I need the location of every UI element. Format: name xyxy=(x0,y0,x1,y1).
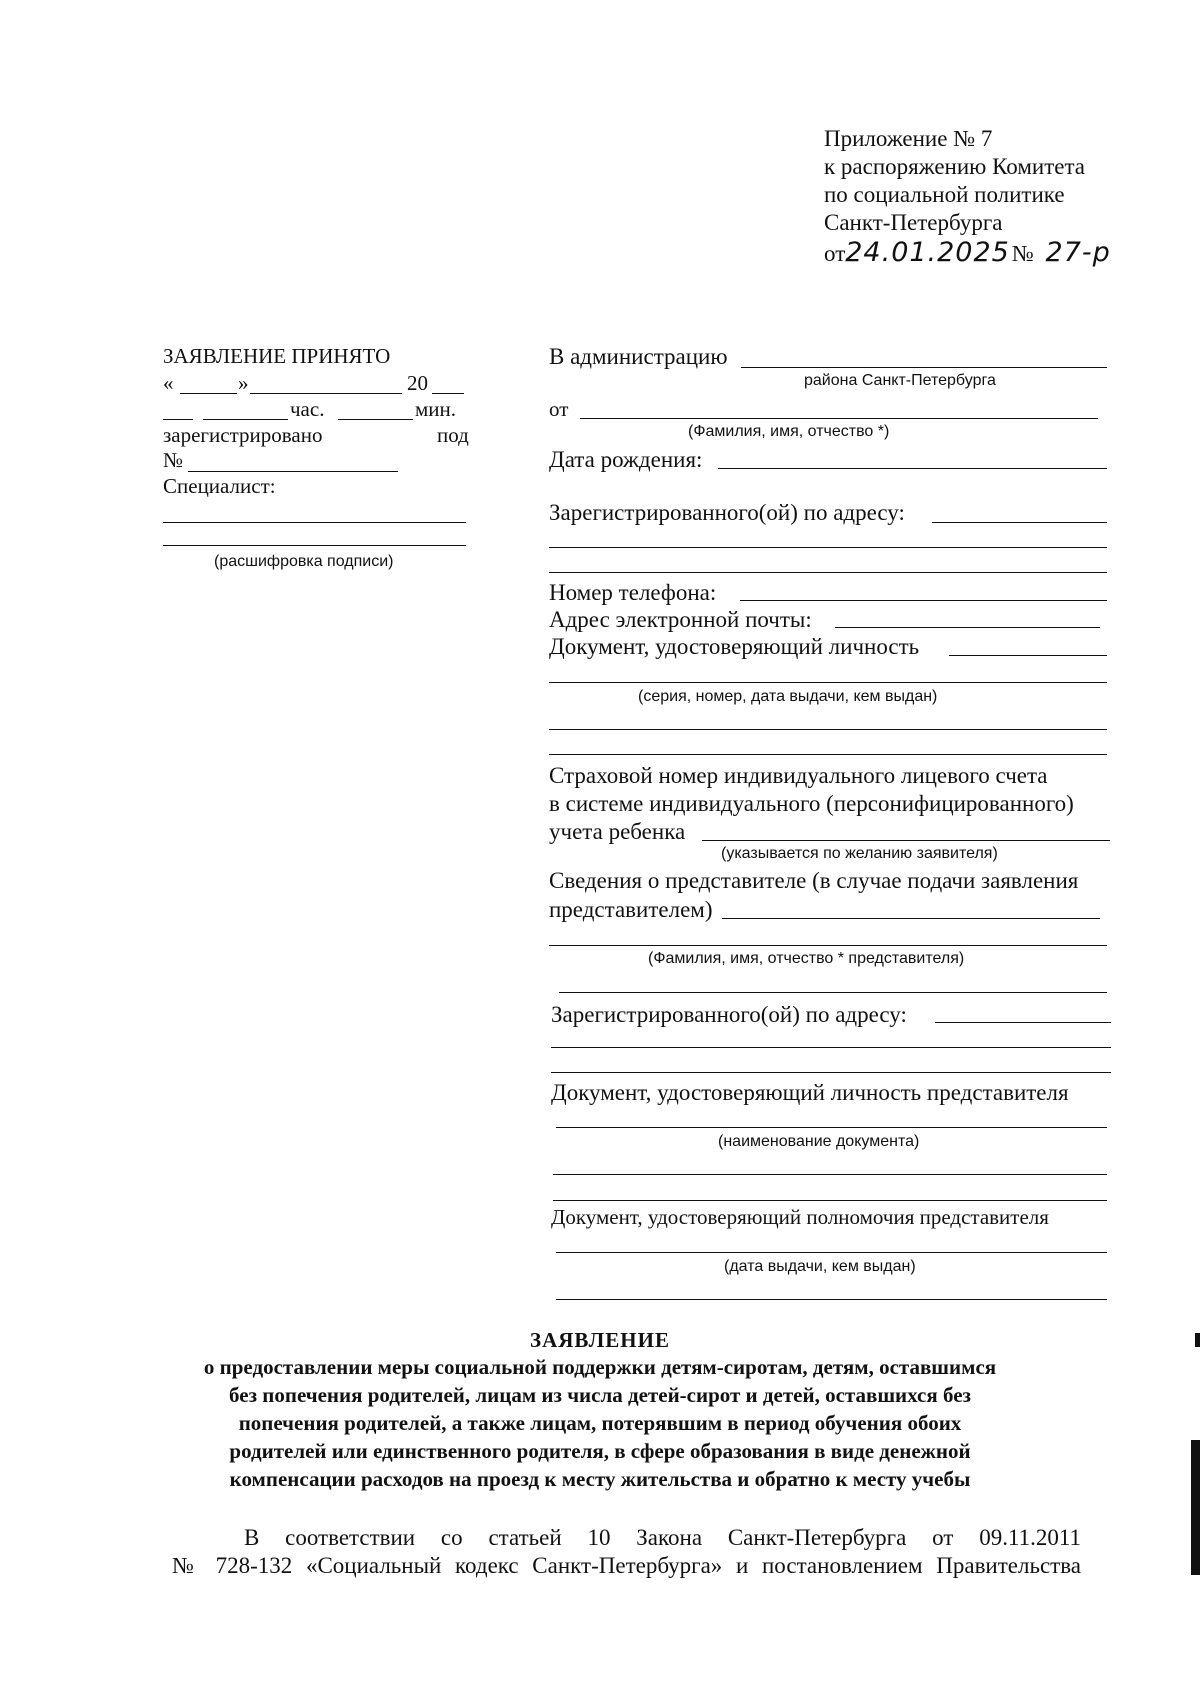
to-admin-label: В администрацию xyxy=(549,344,728,369)
reg-number-label: № xyxy=(163,448,184,472)
statement-body-line2: № 728-132 «Социальный кодекс Санкт-Петербурга» и постановлением Правительства xyxy=(172,1553,1081,1578)
rep-address-field[interactable] xyxy=(935,1022,1111,1023)
administration-field[interactable] xyxy=(741,367,1107,368)
handwritten-date: 24.01.2025 xyxy=(845,237,1010,268)
hours-label: час. xyxy=(290,397,325,421)
day-field[interactable] xyxy=(180,393,237,394)
appendix-city-line: Санкт-Петербурга xyxy=(824,210,1003,235)
id-document-field-line2[interactable] xyxy=(549,682,1107,683)
signature-caption: (расшифровка подписи) xyxy=(214,553,394,570)
phone-label: Номер телефона: xyxy=(549,580,717,605)
rep-id-document-label: Документ, удостоверяющий личность представителя xyxy=(551,1080,1069,1105)
rep-address-field-line3[interactable] xyxy=(551,1072,1111,1073)
rep-fio-field[interactable] xyxy=(549,945,1107,946)
under-label: под xyxy=(437,423,469,447)
hours-field-b[interactable] xyxy=(203,419,288,420)
signature-transcript-field[interactable] xyxy=(163,545,466,546)
address-label: Зарегистрированного(ой) по адресу: xyxy=(549,500,905,525)
statement-subtitle-line4: родителей или единственного родителя, в сфере образования в виде денежной xyxy=(229,1439,971,1463)
statement-subtitle-line1: о предоставлении меры социальной поддержки детям-сиротам, детям, оставшимся xyxy=(203,1355,997,1379)
accepted-title: ЗАЯВЛЕНИЕ ПРИНЯТО xyxy=(163,344,391,368)
rep-authority-field[interactable] xyxy=(556,1252,1107,1253)
appendix-date-line xyxy=(824,237,1111,268)
rep-id-document-caption: (наименование документа) xyxy=(718,1133,920,1150)
number-prefix: № xyxy=(1011,241,1034,266)
scan-edge-mark-top xyxy=(1195,1333,1200,1347)
address-field[interactable] xyxy=(932,522,1107,523)
hours-field-a[interactable] xyxy=(163,419,193,420)
id-document-field[interactable] xyxy=(949,655,1107,656)
appendix-committee-line: по социальной политике xyxy=(824,182,1065,207)
statement-subtitle-line3: попечения родителей, а также лицам, потерявшим в период обучения обоих xyxy=(238,1411,962,1435)
rep-id-document-field[interactable] xyxy=(556,1127,1107,1128)
month-field[interactable] xyxy=(250,393,402,394)
from-label: от xyxy=(549,397,569,421)
email-field[interactable] xyxy=(835,627,1100,628)
specialist-label: Специалист: xyxy=(163,474,276,498)
id-document-label: Документ, удостоверяющий личность xyxy=(549,634,920,659)
address-field-line2[interactable] xyxy=(549,547,1107,548)
birth-date-label: Дата рождения: xyxy=(549,447,703,472)
phone-field[interactable] xyxy=(740,600,1107,601)
address-field-line3[interactable] xyxy=(549,572,1107,573)
reg-number-field[interactable] xyxy=(188,471,398,472)
year-prefix: 20 xyxy=(407,371,428,395)
minutes-label: мин. xyxy=(415,397,457,421)
scan-edge-mark-bottom xyxy=(1191,1440,1200,1575)
snils-caption: (указывается по желанию заявителя) xyxy=(721,845,998,862)
rep-authority-field-line2[interactable] xyxy=(556,1299,1107,1300)
email-label: Адрес электронной почты: xyxy=(549,607,812,632)
statement-body-line1: В соответствии со статьей 10 Закона Санкт-Петербурга от 09.11.2011 xyxy=(244,1525,1081,1550)
appendix-number: Приложение № 7 xyxy=(824,126,993,151)
snils-line2: в системе индивидуального (персонифицированного) xyxy=(549,791,1074,816)
district-caption: района Санкт-Петербурга xyxy=(804,372,996,389)
statement-title: ЗАЯВЛЕНИЕ xyxy=(530,1328,670,1352)
quote-open: « xyxy=(163,371,174,395)
rep-authority-label: Документ, удостоверяющий полномочия представителя xyxy=(551,1205,1049,1229)
appendix-order-line: к распоряжению Комитета xyxy=(824,154,1085,179)
rep-info-line2: представителем) xyxy=(549,897,713,922)
id-document-field-line4[interactable] xyxy=(549,754,1107,755)
applicant-fio-field[interactable] xyxy=(580,418,1098,419)
fio-caption: (Фамилия, имя, отчество *) xyxy=(688,423,890,440)
registered-label: зарегистрировано xyxy=(163,423,323,447)
rep-id-document-field-line3[interactable] xyxy=(553,1200,1107,1201)
rep-address-field-line2[interactable] xyxy=(551,1047,1111,1048)
date-prefix: от xyxy=(824,241,846,266)
specialist-signature-field[interactable] xyxy=(163,522,466,523)
quote-close: » xyxy=(238,371,249,395)
rep-address-label: Зарегистрированного(ой) по адресу: xyxy=(551,1002,907,1027)
rep-info-field[interactable] xyxy=(722,918,1100,919)
rep-fio-field-line2[interactable] xyxy=(559,992,1107,993)
snils-line3: учета ребенка xyxy=(549,819,686,844)
year-field[interactable] xyxy=(432,393,464,394)
rep-id-document-field-line2[interactable] xyxy=(553,1174,1107,1175)
rep-info-line1: Сведения о представителе (в случае подачи заявления xyxy=(549,868,1079,893)
birth-date-field[interactable] xyxy=(718,468,1107,469)
minutes-field[interactable] xyxy=(338,419,413,420)
rep-authority-caption: (дата выдачи, кем выдан) xyxy=(724,1258,916,1275)
statement-subtitle-line2: без попечения родителей, лицам из числа детей-сирот и детей, оставшихся без xyxy=(229,1383,971,1407)
snils-field[interactable] xyxy=(702,840,1110,841)
id-document-field-line3[interactable] xyxy=(549,729,1107,730)
snils-line1: Страховой номер индивидуального лицевого счета xyxy=(549,763,1048,788)
statement-subtitle-line5: компенсации расходов на проезд к месту жительства и обратно к месту учебы xyxy=(229,1467,971,1491)
handwritten-number: 27-р xyxy=(1045,237,1111,268)
id-document-caption: (серия, номер, дата выдачи, кем выдан) xyxy=(638,688,938,705)
rep-fio-caption: (Фамилия, имя, отчество * представителя) xyxy=(648,950,965,967)
